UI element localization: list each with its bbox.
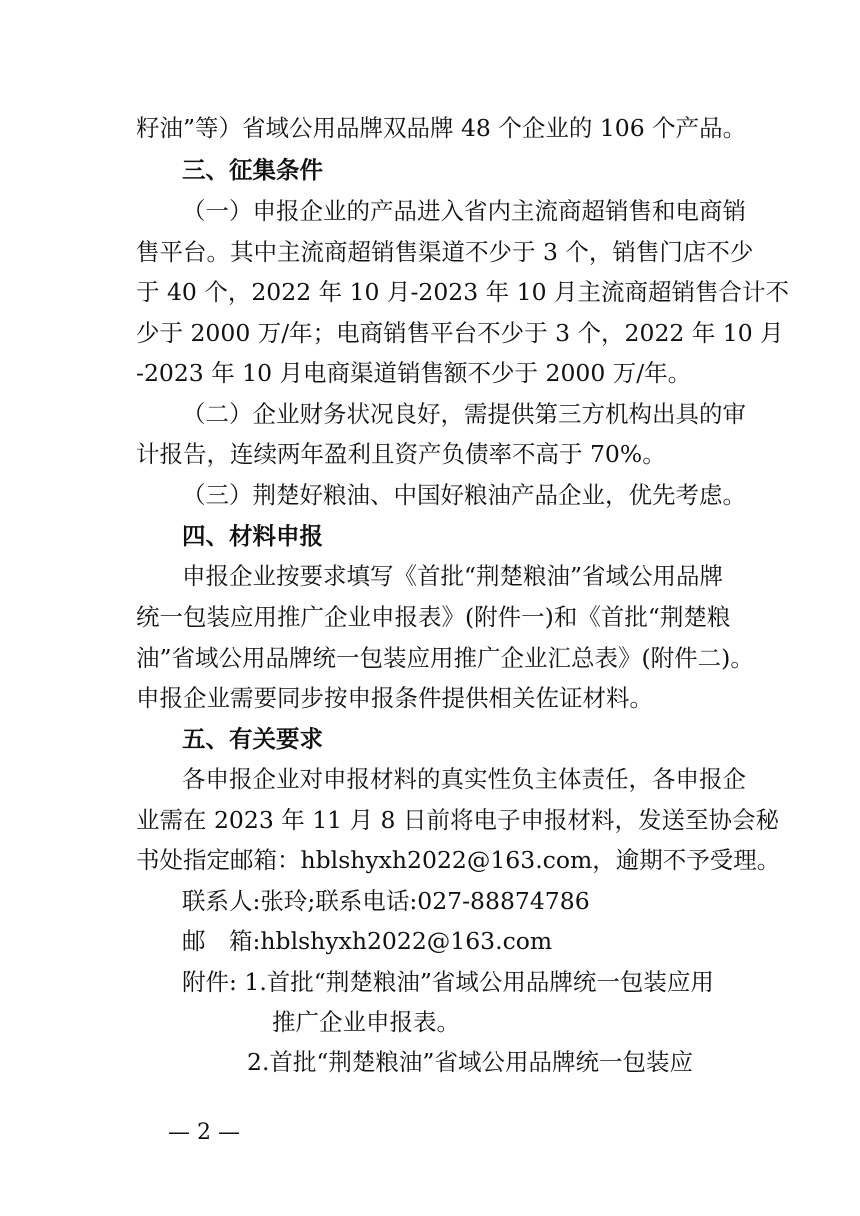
body-line: -2023 年 10 月电商渠道销售额不少于 2000 万/年。 bbox=[136, 359, 692, 387]
section-heading-5: 五、有关要求 bbox=[182, 725, 323, 753]
section-heading-4: 四、材料申报 bbox=[182, 522, 323, 550]
attachment-line-1: 附件: 1.首批“荆楚粮油”省域公用品牌统一包装应用 bbox=[182, 968, 714, 996]
body-line: 油”省域公用品牌统一包装应用推广企业汇总表》(附件二)。 bbox=[136, 644, 754, 672]
attachment-line-1-cont: 推广企业申报表。 bbox=[272, 1008, 460, 1036]
body-line: 售平台。其中主流商超销售渠道不少于 3 个，销售门店不少 bbox=[136, 238, 754, 266]
body-line: 籽油”等）省域公用品牌双品牌 48 个企业的 106 个产品。 bbox=[136, 114, 747, 142]
body-line: 申报企业需要同步按申报条件提供相关佐证材料。 bbox=[136, 684, 653, 712]
body-line: 各申报企业对申报材料的真实性负主体责任，各申报企 bbox=[182, 765, 746, 793]
body-line: 统一包装应用推广企业申报表》(附件一)和《首批“荆楚粮 bbox=[136, 603, 731, 631]
attachment-line-2: 2.首批“荆楚粮油”省域公用品牌统一包装应 bbox=[247, 1048, 693, 1076]
body-line: 于 40 个，2022 年 10 月-2023 年 10 月主流商超销售合计不 bbox=[136, 278, 790, 306]
body-line: （三）荆楚好粮油、中国好粮油产品企业，优先考虑。 bbox=[182, 481, 746, 509]
contact-line: 联系人:张玲;联系电话:027-88874786 bbox=[182, 887, 590, 915]
body-line: 少于 2000 万/年；电商销售平台不少于 3 个，2022 年 10 月 bbox=[136, 319, 784, 347]
body-line: 计报告，连续两年盈利且资产负债率不高于 70%。 bbox=[136, 440, 666, 468]
body-line: 业需在 2023 年 11 月 8 日前将电子申报材料，发送至协会秘 bbox=[136, 806, 779, 834]
page-number: — 2 — bbox=[168, 1120, 240, 1145]
section-heading-3: 三、征集条件 bbox=[182, 156, 323, 184]
body-line: 书处指定邮箱：hblshyxh2022@163.com，逾期不予受理。 bbox=[136, 846, 781, 874]
body-line: 申报企业按要求填写《首批“荆楚粮油”省域公用品牌 bbox=[182, 562, 724, 590]
body-line: （一）申报企业的产品进入省内主流商超销售和电商销 bbox=[182, 197, 746, 225]
body-line: （二）企业财务状况良好，需提供第三方机构出具的审 bbox=[182, 400, 746, 428]
email-line: 邮 箱:hblshyxh2022@163.com bbox=[182, 927, 553, 955]
